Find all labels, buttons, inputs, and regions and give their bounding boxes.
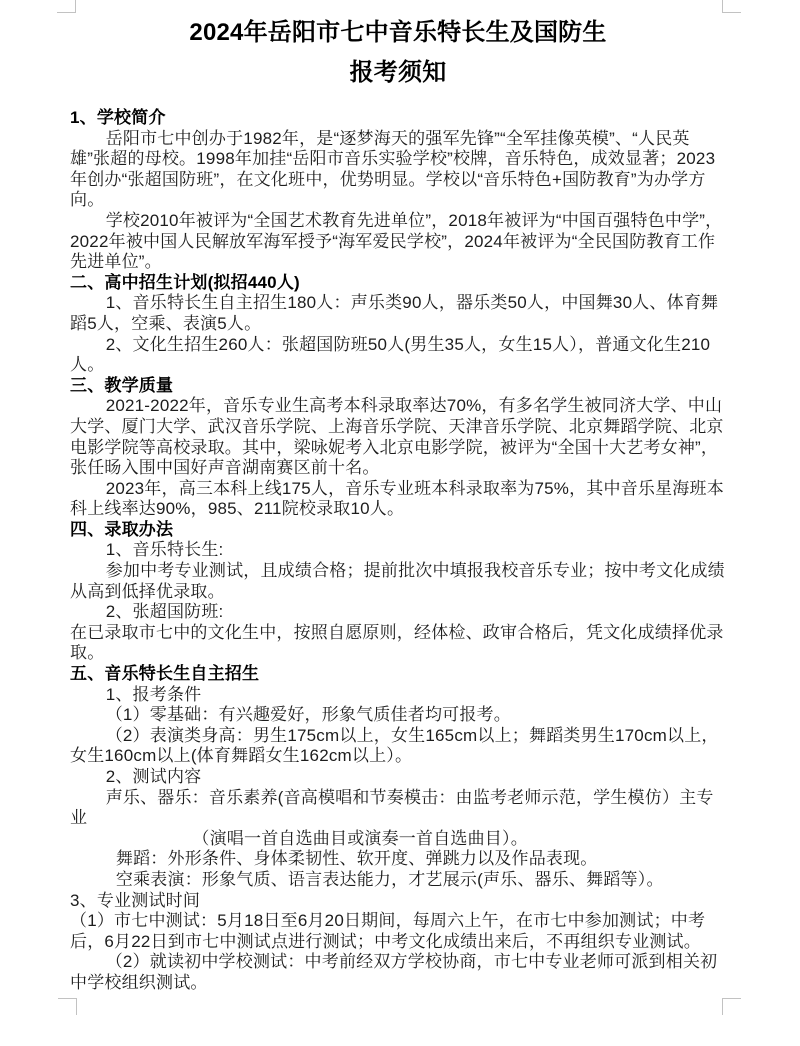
subheading-zhangchao-defense-class: 2、张超国防班: [105, 602, 224, 622]
document-title-line1: 2024年岳阳市七中音乐特长生及国防生 [189, 19, 607, 46]
paragraph-admission-music: 参加中考专业测试，且成绩合格；提前批次中填报我校音乐专业；按中考文化成绩从高到低择优录取。 [70, 561, 725, 601]
document-title-line2: 报考须知 [349, 59, 447, 86]
paragraph-school-intro-2: 学校2010年被评为“全国艺术教育先进单位”，2018年被评为“中国百强特色中学”，2022年被中国人民解放军海军授予“海军爱民学校”，2024年被评为“全民国防教育工作先进单位”。 [70, 210, 723, 272]
paragraph-school-intro-1: 岳阳市七中创办于1982年，是“逐梦海天的强军先锋”“全军挂像英模”、“人民英雄”张超的母校。1998年加挂“岳阳市音乐实验学校”校牌，音乐特色，成效显著；2023年创办“张超国防班”，在文化班中，优势明显。学校以“音乐特色+国防教育”为办学方向。 [70, 128, 716, 210]
subheading-application-conditions: 1、报考条件 [105, 684, 202, 704]
paragraph-test-vocal-instrumental: 声乐、器乐：音乐素养(音高模唱和节奏模击：由监考老师示范，学生模仿）主专业 [70, 787, 714, 828]
margin-crop-mark-top-right [722, 0, 741, 13]
subheading-test-time: 3、专业测试时间 [70, 890, 201, 910]
margin-crop-mark-top-left [57, 0, 76, 13]
paragraph-test-aviation-performance: 空乘表演：形象气质、语言表达能力，才艺展示(声乐、器乐、舞蹈等）。 [115, 869, 664, 889]
paragraph-condition-zero-basis: （1）零基础：有兴趣爱好，形象气质佳者均可报考。 [105, 705, 511, 725]
heading-5-independent-recruitment: 五、音乐特长生自主招生 [70, 664, 260, 684]
paragraph-test-song-choice: （演唱一首自选曲目或演奏一首自选曲目）。 [192, 828, 528, 848]
paragraph-plan-music-students: 1、音乐特长生自主招生180人：声乐类90人，器乐类50人，中国舞30人、体育舞蹈5人，空乘、表演5人。 [70, 293, 719, 333]
margin-crop-mark-bottom-left [58, 998, 77, 1015]
subheading-music-special-students: 1、音乐特长生: [105, 540, 224, 560]
heading-2-enrollment-plan: 二、高中招生计划(拟招440人) [70, 272, 300, 292]
document-content [70, 14, 726, 994]
heading-1-school-intro: 1、学校简介 [70, 108, 166, 127]
heading-4-admission-method: 四、录取办法 [70, 519, 174, 539]
paragraph-plan-culture-students: 2、文化生招生260人：张超国防班50人(男生35人，女生15人），普通文化生210人。 [70, 334, 711, 375]
document-body [70, 108, 726, 994]
heading-3-teaching-quality: 三、教学质量 [70, 375, 174, 395]
paragraph-quality-2023: 2023年，高三本科上线175人，音乐专业班本科录取率为75%，其中音乐星海班本科上线率达90%，985、211院校录取10人。 [70, 478, 724, 519]
subheading-test-content: 2、测试内容 [105, 767, 202, 786]
paragraph-test-dance: 舞蹈：外形条件、身体柔韧性、软开度、弹跳力以及作品表现。 [115, 849, 598, 869]
paragraph-test-time-middle-school: （2）就读初中学校测试：中考前经双方学校协商，市七中专业老师可派到相关初中学校组织测试。 [70, 952, 718, 992]
paragraph-condition-height: （2）表演类身高：男生175cm以上，女生165cm以上；舞蹈类男生170cm以上，女生160cm以上(体育舞蹈女生162cm以上）。 [70, 725, 719, 766]
paragraph-quality-2021-2022: 2021-2022年，音乐专业生高考本科录取率达70%，有多名学生被同济大学、中山大学、厦门大学、武汉音乐学院、上海音乐学院、天津音乐学院、北京舞蹈学院、北京电影学院等高校录取。其中，梁咏妮考入北京电影学院，被评为“全国十大艺考女神”，张任旸入围中国好声音湖南赛区前十名。 [70, 396, 724, 478]
paragraph-admission-defense: 在已录取市七中的文化生中，按照自愿原则，经体检、政审合格后，凭文化成绩择优录取。 [70, 622, 724, 663]
margin-crop-mark-bottom-right [722, 998, 741, 1015]
paragraph-test-time-school: （1）市七中测试：5月18日至6月20日期间，每周六上午，在市七中参加测试；中考后，6月22日到市七中测试点进行测试；中考文化成绩出来后，不再组织专业测试。 [70, 911, 706, 951]
